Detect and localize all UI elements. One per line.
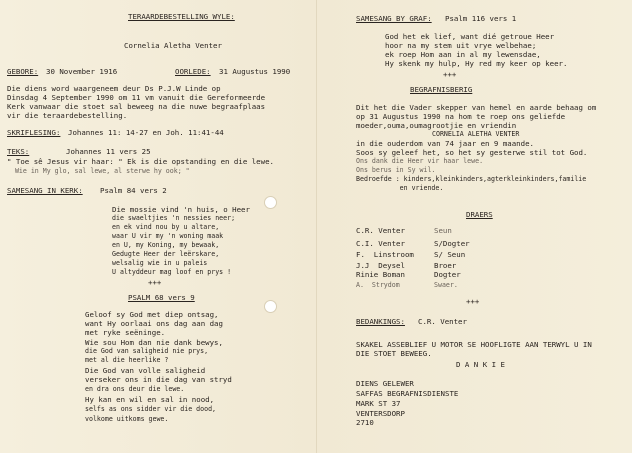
notice2-line-4: Ons berus in Sy wil.: [356, 166, 436, 174]
psalm84-line-5: en U, my Koning, my bewaak,: [112, 241, 220, 249]
bearer-name-3: F. Linstroom: [356, 250, 414, 259]
psalm84-line-4: waar U vir my 'n woning maak: [112, 232, 224, 240]
deceased-name: Cornelia Aletha Venter: [124, 41, 222, 50]
notice2-line-2: Soos sy geleef het, so het sy gesterwe stil tot God.: [356, 148, 588, 157]
bearer-name-4: J.J Deysel: [356, 261, 405, 270]
separator-1: +++: [148, 278, 162, 287]
bearer-rel-1: Seun: [434, 226, 452, 235]
notice-label: BEGRAFNISBERIG: [410, 85, 473, 94]
psalm68-label: PSALM 68 vers 9: [128, 293, 195, 302]
dankie: D A N K I E: [456, 360, 505, 369]
bearer-rel-4: Broer: [434, 261, 457, 270]
psalm68-line-11: selfs as ons sidder vir die dood,: [85, 405, 217, 413]
service-line-4: vir die teraardebestelling.: [7, 111, 128, 120]
bearer-name-1: C.R. Venter: [356, 226, 405, 235]
notice-line-2: op 31 Augustus 1990 na hom te roep ons geliefde: [356, 112, 566, 121]
psalm84-line-2: die swaeltjies 'n nessies neer;: [112, 214, 236, 222]
psalm68-line-12: volkome uitkoms gewe.: [85, 415, 169, 423]
psalm68-line-9: en dra ons deur die lewe.: [85, 385, 185, 393]
text-quote-2: Wie in My glo, sal lewe, al sterwe hy ook; ": [7, 167, 190, 175]
psalm68-line-1: Geloof sy God met diep ontsag,: [85, 310, 219, 319]
undertaker-line-1: DIENS GELEWER: [356, 379, 414, 388]
grave-ref: Psalm 116 vers 1: [445, 14, 517, 23]
psalm84-line-3: en ek vind nou by u altare,: [112, 223, 220, 231]
notice2-line-3: Ons dank die Heer vir haar lewe.: [356, 157, 484, 165]
grave-label: SAMESANG BY GRAF:: [356, 14, 432, 23]
service-line-3: Kerk vanwaar die stoet sal beweeg na die nuwe begraafplaas: [7, 102, 266, 111]
separator-2: +++: [443, 70, 457, 79]
psalm68-line-2: want Hy oorlaai ons dag aan dag: [85, 319, 223, 328]
psalm68-line-8: verseker ons in die dag van stryd: [85, 375, 232, 384]
psalm116-line-3: ek roep Hom aan in al my lewensdae,: [385, 50, 541, 59]
psalm116-line-2: hoor na my stem uit vrye welbehae;: [385, 41, 537, 50]
born-date: 30 November 1916: [46, 67, 118, 76]
lights-line-1: SKAKEL ASSEBLIEF U MOTOR SE HOOFLIGTE AAN TERWYL U IN: [356, 340, 592, 349]
center-fold: [316, 0, 317, 453]
born-label: GEBORE:: [7, 67, 39, 76]
separator-3: +++: [466, 297, 480, 306]
undertaker-line-4: VENTERSDORP: [356, 409, 405, 418]
singing-label: SAMESANG IN KERK:: [7, 186, 83, 195]
bearer-name-5: Rinie Boman: [356, 270, 405, 279]
punch-hole-bottom: [264, 300, 277, 313]
reading-text: Johannes 11: 14-27 en Joh. 11:41-44: [68, 128, 224, 137]
thanks-label: BEDANKINGS:: [356, 317, 405, 326]
service-line-2: Dinsdag 4 September 1990 om 11 vm vanuit die Gereformeerde: [7, 93, 266, 102]
psalm68-line-3: met ryke seëninge.: [85, 328, 166, 337]
notice-name: CORNELIA ALETHA VENTER: [432, 130, 520, 138]
text-quote-1: " Toe sê Jesus vir haar: " Ek is die opstanding en die lewe.: [7, 157, 274, 166]
thanks-name: C.R. Venter: [418, 317, 467, 326]
psalm116-line-4: Hy skenk my hulp, Hy red my keer op keer.: [385, 59, 568, 68]
undertaker-line-5: 2710: [356, 418, 374, 427]
bearer-rel-5: Dogter: [434, 270, 461, 279]
left-heading: TERAARDEBESTELLING WYLE:: [128, 12, 235, 21]
punch-hole-top: [264, 196, 277, 209]
psalm68-line-5: die God van saligheid nie prys,: [85, 347, 209, 355]
bearer-rel-2: S/Dogter: [434, 239, 470, 248]
notice2-line-1: in die ouderdom van 74 jaar en 9 maande.: [356, 139, 534, 148]
died-date: 31 Augustus 1990: [219, 67, 291, 76]
text-ref: Johannes 11 vers 25: [66, 147, 151, 156]
undertaker-line-3: MARK ST 37: [356, 399, 401, 408]
notice2-line-6: en vriende.: [356, 184, 444, 192]
notice2-line-5: Bedroefde : kinders,kleinkinders,agterkleinkinders,familie: [356, 175, 587, 183]
singing-ref: Psalm 84 vers 2: [100, 186, 167, 195]
undertaker-line-2: SAFFAS BEGRAFNISDIENSTE: [356, 389, 459, 398]
service-line-1: Die diens word waargeneem deur Ds P.J.W Linde op: [7, 84, 221, 93]
bearer-rel-3: S/ Seun: [434, 250, 466, 259]
psalm68-line-6: met al die heerlike ?: [85, 356, 169, 364]
reading-label: SKRIFLESING:: [7, 128, 61, 137]
bearer-name-2: C.I. Venter: [356, 239, 405, 248]
notice-line-3: moeder,ouma,oumagrootjie en vriendin: [356, 121, 517, 130]
text-label: TEKS:: [7, 147, 30, 156]
psalm84-line-7: welsalig wie in u paleis: [112, 259, 208, 267]
died-label: OORLEDE:: [175, 67, 211, 76]
psalm68-line-4: Wie sou Hom dan nie dank bewys,: [85, 338, 223, 347]
bearer-name-6: A. Strydom: [356, 281, 400, 289]
lights-line-2: DIE STOET BEWEEG.: [356, 349, 432, 358]
bearers-label: DRAERS: [466, 210, 493, 219]
psalm116-line-1: God het ek lief, want dié getroue Heer: [385, 32, 555, 41]
psalm84-line-8: U altyddeur mag loof en prys !: [112, 268, 232, 276]
psalm84-line-1: Die mossie vind 'n huis, o Heer: [112, 205, 250, 214]
psalm84-line-6: Gedugte Heer der leërskare,: [112, 250, 220, 258]
bearer-rel-6: Swaer.: [434, 281, 458, 289]
notice-line-1: Dit het die Vader skepper van hemel en aarde behaag om: [356, 103, 597, 112]
psalm68-line-7: Die God van volle saligheid: [85, 366, 206, 375]
psalm68-line-10: Hy kan en wil en sal in nood,: [85, 395, 215, 404]
